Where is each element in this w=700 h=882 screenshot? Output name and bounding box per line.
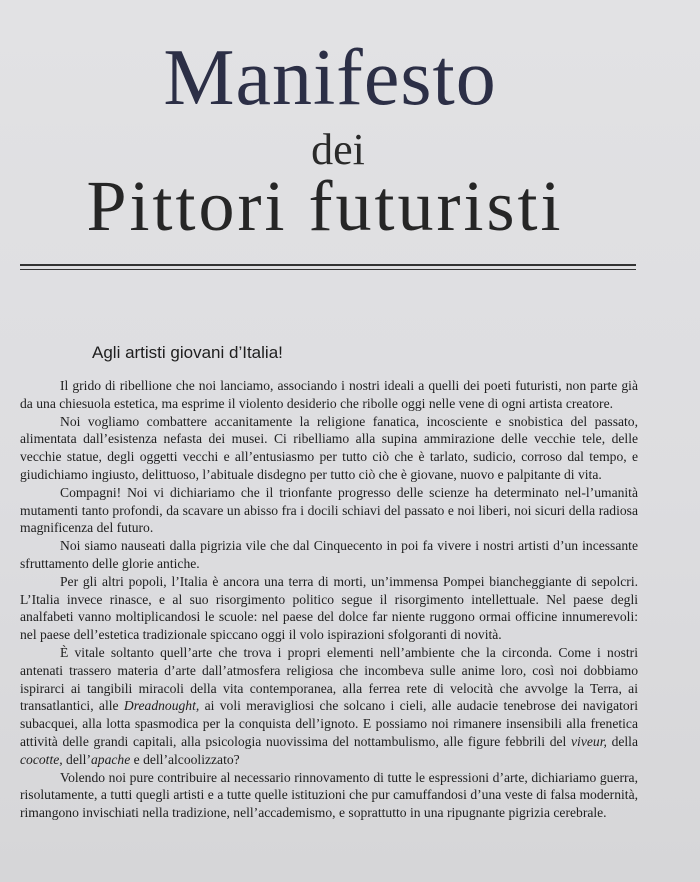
double-rule-bottom: [20, 269, 636, 270]
emphasis-cocotte: cocotte,: [20, 751, 63, 767]
paragraph-text: dell’: [62, 751, 91, 767]
manifesto-body: [20, 377, 638, 822]
paragraph: Noi vogliamo combattere accanitamente la religione fanatica, incosciente e snobistica del passato, alimentata dall’esistenza nefasta dei musei. Ci ribelliamo alla supina ammirazione delle vecchie tele, delle vecchie statue, degli oggetti vecchi e all’entusiasmo per tutto ciò che è tarlato, sudicio, corroso dal tempo, e giudichiamo ingiusto, delittuoso, l’abituale disdegno per tutto ciò che è giovane, nuovo e palpitante di vita.: [20, 413, 638, 482]
paragraph-text: della: [606, 733, 638, 749]
paragraph-text: e dell’alcoolizzato?: [130, 751, 240, 767]
paragraph: Il grido di ribellione che noi lanciamo, associando i nostri ideali a quelli dei poeti futuristi, non parte già da una chiesuola estetica, ma esprime il violento desiderio che ribolle oggi nelle vene di ogni artista creatore.: [20, 378, 638, 411]
paragraph-text: ai voli meravigliosi che solcano i cieli, alle audacie tenebrose dei navigatori subacquei, alla lotta spasmodica per la conquista dell’ignoto. E possiamo noi rimanere insensibili alla frenetica attività delle grandi capitali, alla psicologia nuovissima del nottambulismo, alle figure febbrili del: [20, 698, 638, 749]
emphasis-apache: apache: [90, 751, 131, 767]
paragraph: Compagni! Noi vi dichiariamo che il trionfante progresso delle scienze ha determinato nel-l’umanità mutamenti tanto profondi, da scavare un abisso fra i docili schiavi del passato e noi liberi, noi sicuri della radiosa magnificenza del futuro.: [20, 484, 638, 536]
paragraph: Volendo noi pure contribuire al necessario rinnovamento di tutte le espressioni d’arte, dichiariamo guerra, risolutamente, a tutti quegli artisti e a tutte quelle istituzioni che pur camuffandosi d’una veste di falsa modernità, rimangono invischiati nella tradizione, nell’accademismo, e soprattutto in una ripugnante pigrizia cerebrale.: [20, 769, 638, 821]
title-pittori-futuristi: Pittori futuristi: [86, 166, 564, 246]
title-manifesto: Manifesto: [163, 34, 497, 122]
paragraph-text: È vitale soltanto quell’arte che trova i propri elementi nell’ambiente che la circonda. Come i nostri antenati trassero materia d’arte dall’atmosfera religiosa che incombeva sulle anime loro, così noi dobbiamo ispirarci ai tangibili miracoli della vita contemporanea, alla ferrea rete di velocità che avvolge la Terra, ai transatlantici, alle: [20, 644, 638, 714]
paragraph: Per gli altri popoli, l’Italia è ancora una terra di morti, un’immensa Pompei biancheggiante di sepolcri. L’Italia invece rinasce, e al suo risorgimento politico segue il risorgimento intellettuale. Nel paese degli analfabeti vanno moltiplicandosi le scuole: nel paese del dolce far niente ruggono ormai officine innumerevoli: nel paese dell’estetica tradizionale spiccano oggi il volo ispirazioni sfolgoranti di novità.: [20, 573, 638, 643]
address-heading: Agli artisti giovani d’Italia!: [92, 343, 283, 362]
emphasis-viveur: viveur,: [571, 733, 607, 749]
paragraph: Noi siamo nauseati dalla pigrizia vile che dal Cinquecento in poi fa vivere i nostri artisti d’un incessante sfruttamento delle glorie antiche.: [20, 538, 638, 571]
paragraph: [20, 644, 638, 769]
title-dei: dei: [311, 125, 365, 174]
double-rule-top: [20, 264, 636, 266]
emphasis-dreadnought: Dreadnought,: [123, 698, 200, 714]
